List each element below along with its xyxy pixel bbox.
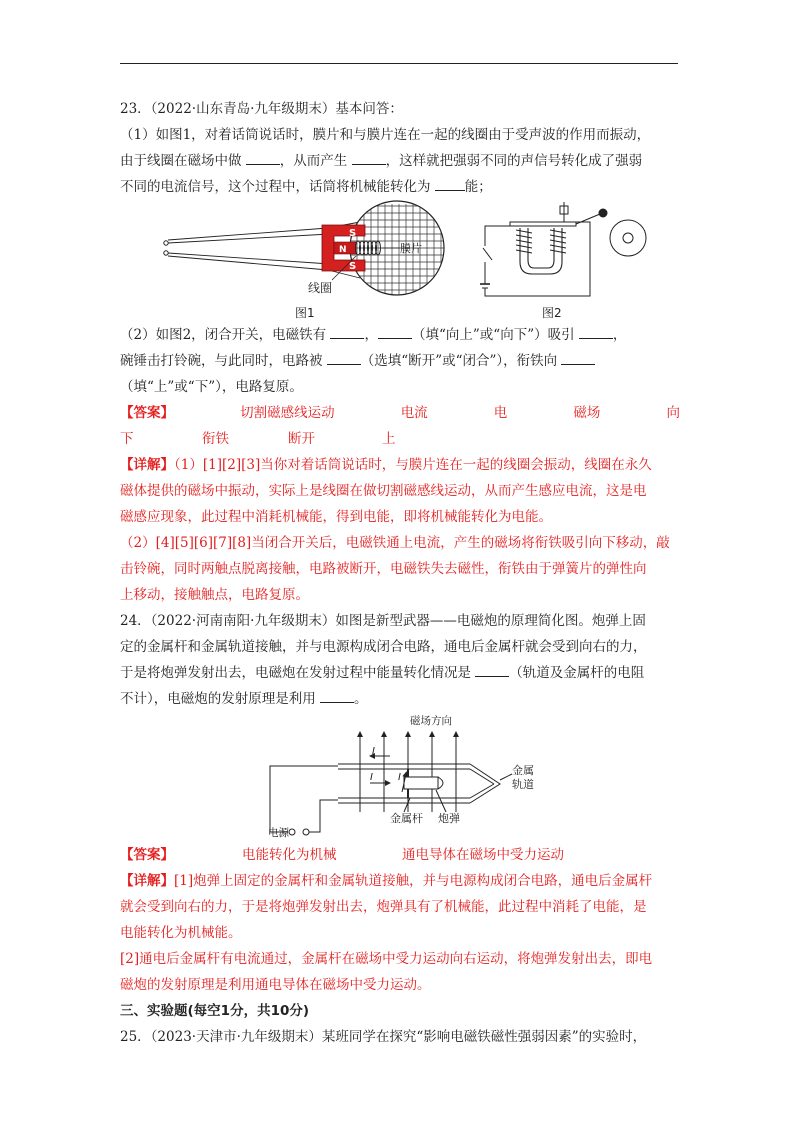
q23-detail-line4: （2）[4][5][6][7][8]当闭合开关后，电磁铁通上电流，产生的磁场将衔铁吸引向下移动，敲 xyxy=(120,535,670,551)
text: ， xyxy=(364,327,378,343)
q23-p1-line2 xyxy=(120,148,680,174)
metal-rail-label-1: 金属 xyxy=(512,764,534,777)
field-direction-label: 磁场方向 xyxy=(410,715,452,727)
q23-figures xyxy=(120,200,680,322)
answer-7: 断开 xyxy=(288,431,315,447)
answer-blank-3[interactable] xyxy=(435,176,465,191)
text: （填“向上”或“向下”）吸引 xyxy=(411,327,575,343)
answer-blank-9[interactable] xyxy=(475,662,509,677)
magnet-s-label-top: S xyxy=(349,228,357,239)
q23-figure-svg xyxy=(120,200,680,322)
membrane-label: 膜片 xyxy=(400,242,422,255)
text: ，从而产生 xyxy=(279,153,348,169)
answer-8: 上 xyxy=(382,431,396,447)
text: ，这样就把强弱不同的声信号转化成了强弱 xyxy=(385,153,643,169)
answer-3: 电 xyxy=(493,405,508,421)
text: 于是将炮弹发射出去，电磁炮在发射过程中能量转化情况是 xyxy=(120,665,471,681)
answer-5-part2: 下 xyxy=(120,431,134,447)
answer-blank-1[interactable] xyxy=(246,150,280,165)
q23-detail-line3: 磁感应现象，此过程中消耗机械能，得到电能，即将机械能转化为电能。 xyxy=(120,509,552,525)
section-title: 三、实验题(每空1分，共10分) xyxy=(120,1003,310,1019)
q24-detail-line4: [2]通电后金属杆有电流通过，金属杆在磁场中受力运动向右运动，将炮弹发射出去，即电 xyxy=(120,951,653,967)
text: ， xyxy=(612,327,627,343)
text: 碗锤击打铃碗，与此同时，电路被 xyxy=(120,353,323,369)
answer-tag: 【答案】 xyxy=(120,405,174,421)
q24-detail-line3: 电能转化为机械能。 xyxy=(120,925,242,941)
text: 不计），电磁炮的发射原理是利用 xyxy=(120,691,316,707)
q23-p1-line1: （1）如图1，对着话筒说话时，膜片和与膜片连在一起的线圈由于受声波的作用而振动， xyxy=(120,127,651,143)
q24-detail-line2: 就会受到向右的力，于是将炮弹发射出去，炮弹具有了机械能，此过程中消耗了电能，是 xyxy=(120,899,647,915)
microphone-figure xyxy=(164,201,444,320)
coil-label: 线圈 xyxy=(308,281,333,295)
current-label-rod: I xyxy=(398,772,401,783)
answer-blank-8[interactable] xyxy=(561,350,595,365)
answer-blank-2[interactable] xyxy=(352,150,386,165)
q24-line1: 24．（2022·河南南阳·九年级期末）如图是新型武器——电磁炮的原理简化图。炮弹上固 xyxy=(120,613,646,629)
detail-tag: 【详解】 xyxy=(120,457,174,473)
answer-1: 切割磁感线运动 xyxy=(240,405,335,421)
electric-bell-figure xyxy=(480,202,646,320)
answer-blank-5[interactable] xyxy=(378,324,412,339)
q24-line4 xyxy=(120,686,680,712)
top-rule xyxy=(120,63,678,64)
answer-1: 电能转化为机械 xyxy=(242,847,337,863)
q25-line1: 25．（2023·天津市·九年级期末）某班同学在探究“影响电磁铁磁性强弱因素”的实验时， xyxy=(120,1029,647,1045)
answer-blank-4[interactable] xyxy=(330,324,364,339)
shell-label: 炮弹 xyxy=(438,812,460,825)
answer-blank-6[interactable] xyxy=(579,324,613,339)
text: 由于线圈在磁场中做 xyxy=(120,153,242,169)
current-label-top: I xyxy=(372,746,375,757)
q23-detail-line1 xyxy=(120,452,680,478)
answer-6: 衔铁 xyxy=(202,431,229,447)
answer-4: 磁场 xyxy=(573,405,601,421)
power-source-label: 电源 xyxy=(268,827,289,839)
answer-2: 电流 xyxy=(400,405,428,421)
magnet-s-label-bottom: S xyxy=(349,261,357,272)
text: 能； xyxy=(464,179,492,195)
q23-p2-line3: （填“上”或“下”），电路复原。 xyxy=(120,379,303,395)
answer-2: 通电导体在磁场中受力运动 xyxy=(402,847,564,863)
q23-p2-line2 xyxy=(120,348,680,374)
answer-5-part1: 向 xyxy=(666,405,680,421)
q23-answer-row2 xyxy=(120,426,680,452)
q24-line2: 定的金属杆和金属轨道接触，并与电源构成闭合电路，通电后金属杆就会受到向右的力， xyxy=(120,639,647,655)
magnet-n-label: N xyxy=(339,245,347,255)
q23-detail-line2: 磁体提供的磁场中振动，实际上是线圈在做切割磁感线运动，从而产生感应电流，这是电 xyxy=(120,483,647,499)
q24-answer-row xyxy=(120,842,680,868)
text: （2）如图2，闭合开关，电磁铁有 xyxy=(120,327,327,343)
figure1-caption: 图1 xyxy=(295,306,315,320)
q23-p2-line1 xyxy=(120,322,680,348)
answer-blank-10[interactable] xyxy=(320,688,354,703)
q23-header: 23．（2022·山东青岛·九年级期末）基本问答： xyxy=(120,101,403,117)
metal-rail-label-2: 轨道 xyxy=(512,778,534,791)
q23-detail-line5: 击铃碗，同时两触点脱离接触，电路被断开，电磁铁失去磁性，衔铁由于弹簧片的弹性向 xyxy=(120,561,647,577)
metal-rod-label: 金属杆 xyxy=(390,812,423,825)
answer-blank-7[interactable] xyxy=(327,350,361,365)
page-content xyxy=(120,96,680,1050)
text: 。 xyxy=(354,691,368,707)
current-label-rail: I xyxy=(370,772,373,783)
figure2-caption: 图2 xyxy=(542,306,562,320)
q23-answer-row1 xyxy=(120,400,680,426)
text: 不同的电流信号，这个过程中，话筒将机械能转化为 xyxy=(120,179,431,195)
railgun-figure-svg xyxy=(120,712,680,842)
answer-tag: 【答案】 xyxy=(120,847,174,863)
text: （1）[1][2][3]当你对着话筒说话时，与膜片连在一起的线圈会振动，线圈在永久 xyxy=(174,457,652,473)
q23-p1-line3 xyxy=(120,174,680,200)
q24-figure xyxy=(120,712,680,842)
text: [1]炮弹上固定的金属杆和金属轨道接触，并与电源构成闭合电路，通电后金属杆 xyxy=(174,873,653,889)
q24-line3 xyxy=(120,660,680,686)
q24-detail-line5: 磁炮的发射原理是利用通电导体在磁场中受力运动。 xyxy=(120,977,431,993)
q23-detail-line6: 上移动，接触触点，电路复原。 xyxy=(120,587,309,603)
q24-detail-line1 xyxy=(120,868,680,894)
text: （轨道及金属杆的电阻 xyxy=(509,665,645,681)
detail-tag: 【详解】 xyxy=(120,873,174,889)
text: （选填“断开”或“闭合”），衔铁向 xyxy=(360,353,558,369)
